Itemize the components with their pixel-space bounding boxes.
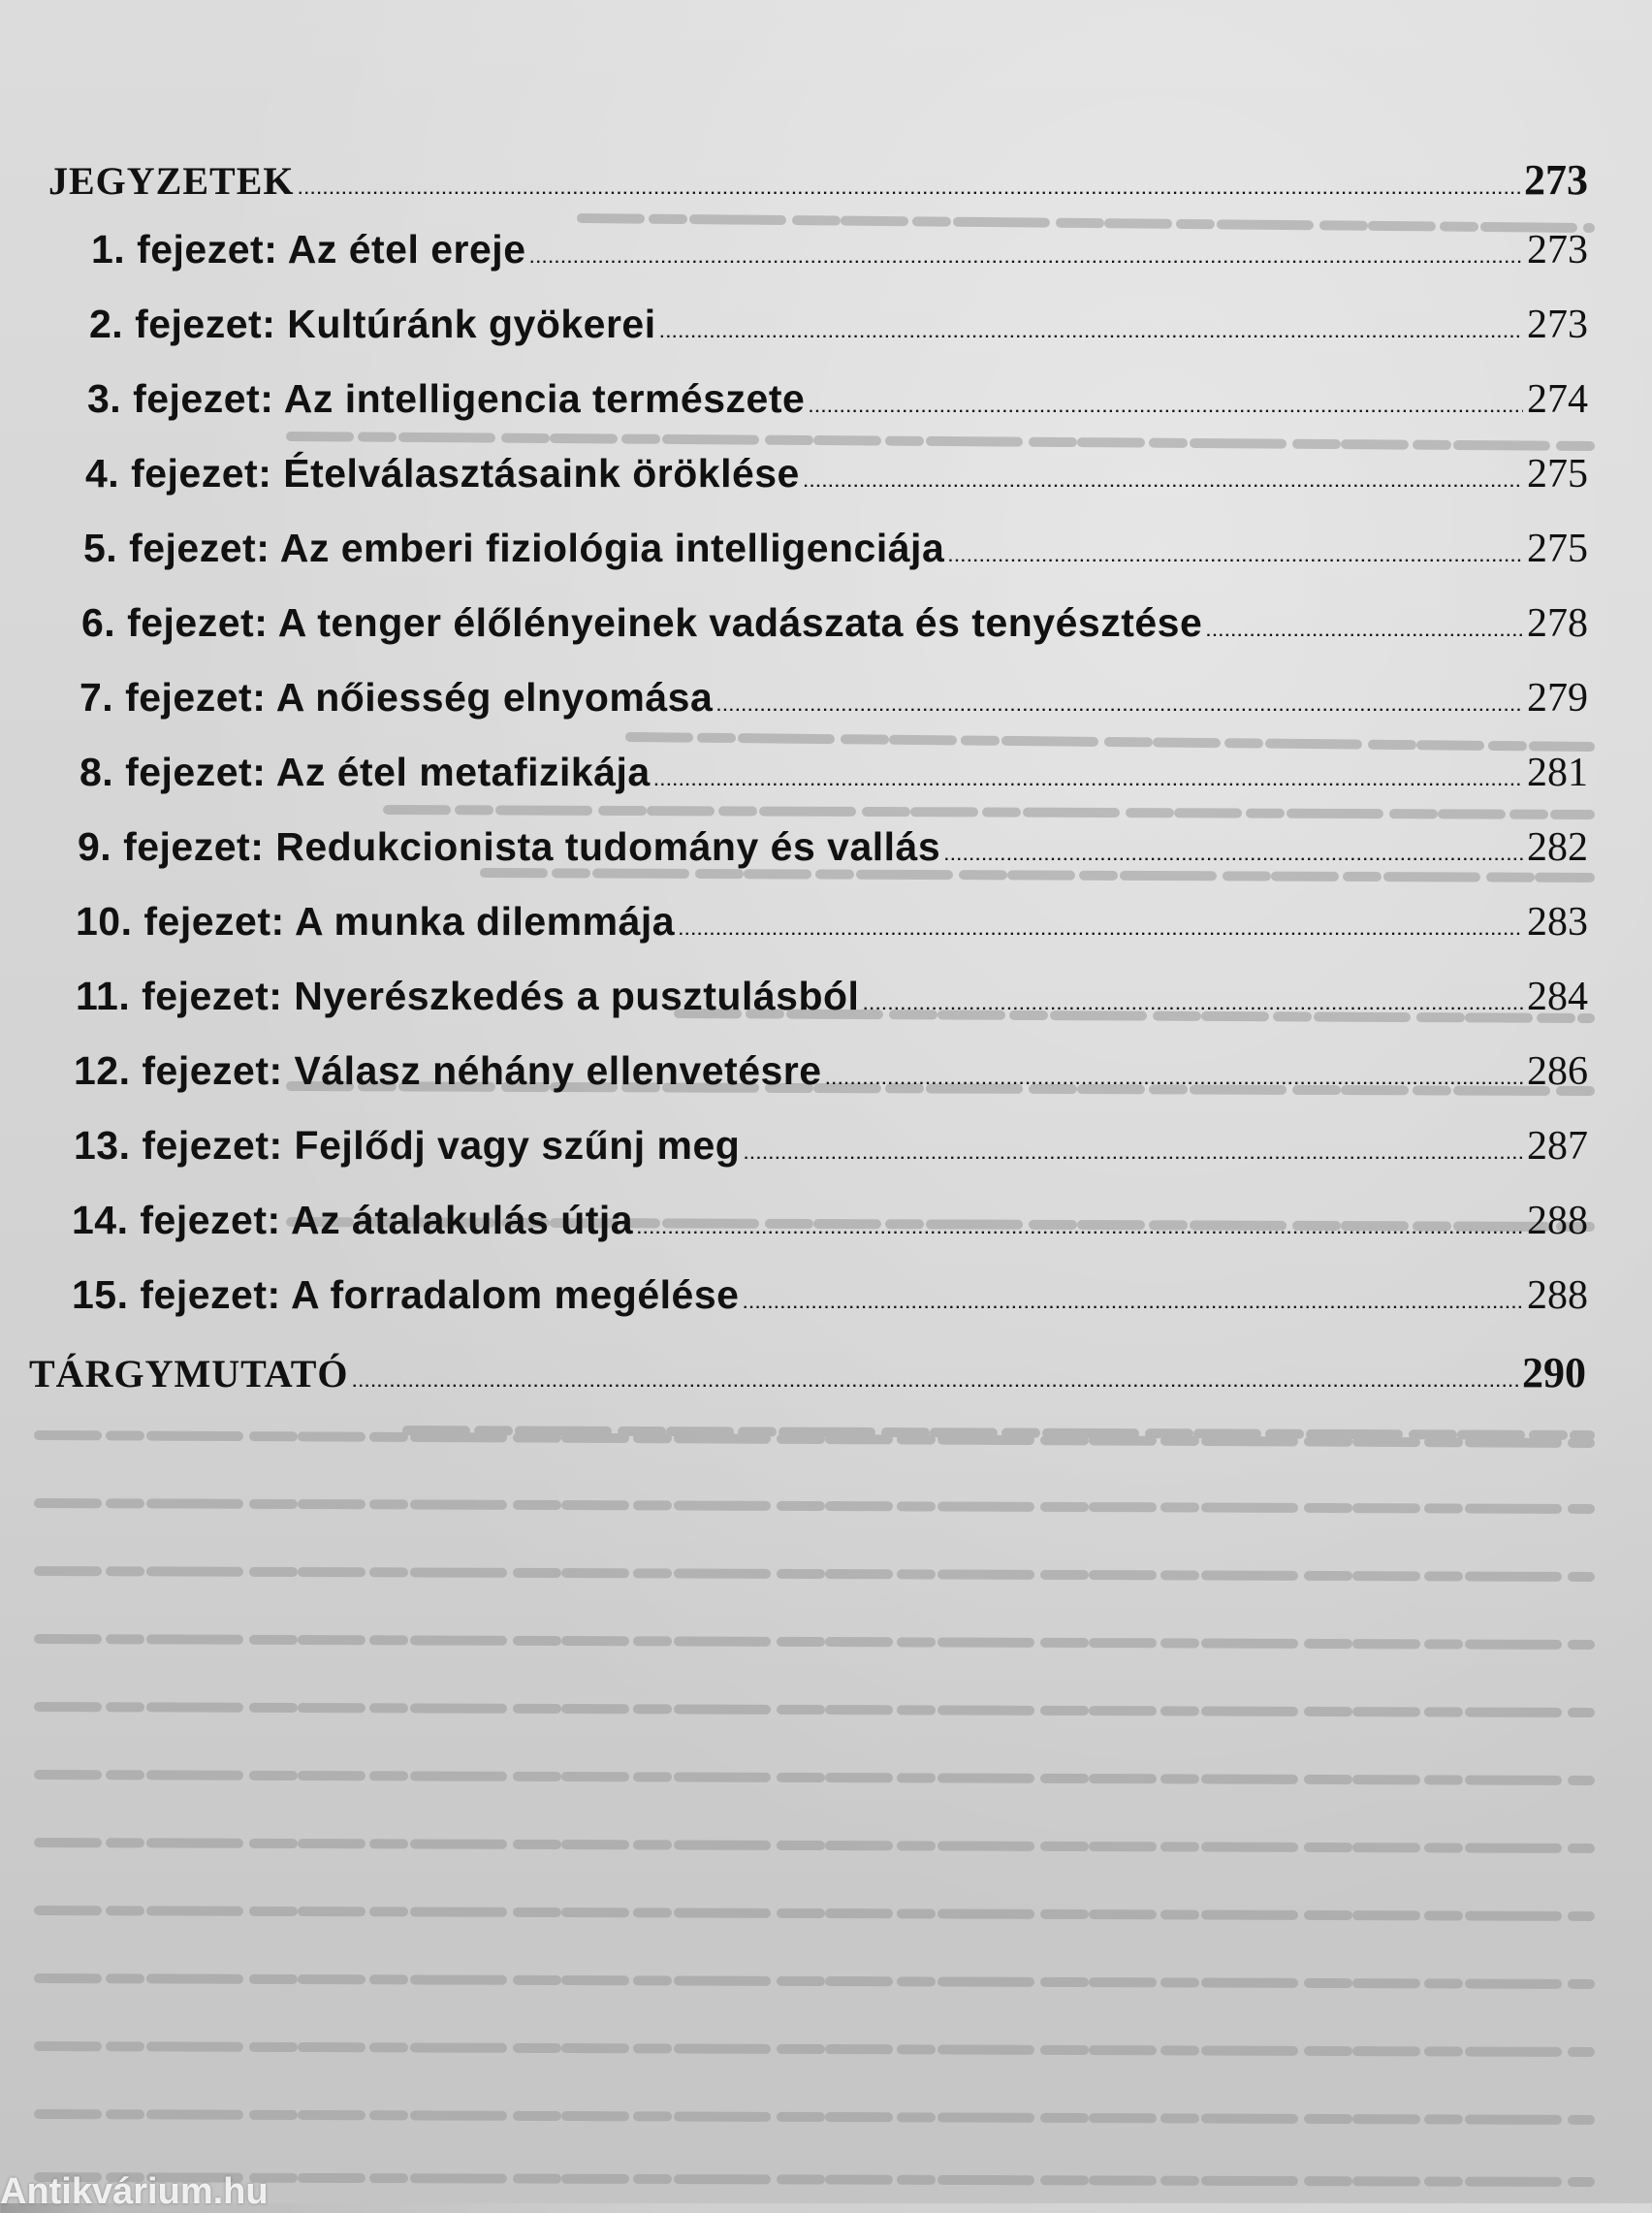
toc-entry-label: JEGYZETEK	[48, 159, 295, 203]
toc-entry-label: TÁRGYMUTATÓ	[29, 1352, 349, 1395]
toc-entry-label: 7. fejezet: A nőiesség elnyomása	[79, 675, 714, 720]
toc-entry-label: 13. fejezet: Fejlődj vagy szűnj meg	[74, 1123, 741, 1168]
dot-leader	[530, 250, 1523, 268]
toc-entry-page: 279	[1527, 676, 1588, 721]
dot-leader	[353, 1374, 1518, 1392]
toc-entry-page: 287	[1527, 1124, 1588, 1169]
dot-leader	[660, 325, 1523, 342]
toc-entry-page: 284	[1527, 975, 1588, 1019]
dot-leader	[826, 1072, 1523, 1089]
dot-leader	[809, 400, 1523, 417]
toc-entry-page: 278	[1527, 601, 1588, 646]
toc-entry-chapter-6	[81, 600, 1588, 647]
dot-leader	[716, 698, 1523, 716]
toc-entry-page: 275	[1527, 452, 1588, 497]
toc-entry-label: 1. fejezet: Az étel ereje	[91, 227, 526, 272]
toc-entry-label: 5. fejezet: Az emberi fiziológia intelligenciája	[83, 526, 945, 570]
dot-leader	[744, 1146, 1523, 1164]
toc-entry-chapter-9	[78, 824, 1588, 871]
toc-entry-chapter-14	[72, 1198, 1588, 1244]
toc-entry-chapter-7	[79, 675, 1588, 722]
dot-leader	[944, 848, 1523, 865]
toc-entry-label: 2. fejezet: Kultúránk gyökerei	[89, 302, 656, 346]
toc-entry-chapter-8	[79, 750, 1588, 796]
toc-entry-index	[29, 1348, 1586, 1397]
toc-entry-page: 274	[1527, 377, 1588, 422]
dot-leader	[863, 997, 1523, 1014]
toc-entry-label: 4. fejezet: Ételválasztásaink öröklése	[85, 451, 800, 496]
toc-entry-chapter-3	[87, 376, 1588, 423]
toc-entry-notes	[48, 155, 1588, 205]
toc-entry-page: 281	[1527, 751, 1588, 795]
toc-entry-chapter-15	[72, 1272, 1588, 1319]
toc-entry-label: 12. fejezet: Válasz néhány ellenvetésre	[74, 1048, 822, 1093]
toc-entry-chapter-4	[85, 451, 1588, 497]
dot-leader	[804, 474, 1523, 492]
toc-entry-page: 286	[1527, 1049, 1588, 1094]
toc-entry-page: 288	[1527, 1199, 1588, 1243]
dot-leader	[654, 773, 1523, 790]
toc-entry-chapter-2	[89, 302, 1588, 348]
toc-entry-page: 282	[1527, 825, 1588, 870]
toc-entry-page: 283	[1527, 900, 1588, 945]
toc-entry-chapter-5	[83, 526, 1588, 572]
toc-entry-page: 275	[1527, 527, 1588, 571]
toc-entry-label: 11. fejezet: Nyerészkedés a pusztulásból	[76, 974, 860, 1018]
toc-entry-chapter-11	[76, 974, 1588, 1020]
toc-entry-chapter-13	[74, 1123, 1588, 1170]
toc-entry-page: 273	[1524, 156, 1588, 204]
toc-entry-page: 273	[1527, 303, 1588, 347]
toc-entry-label: 14. fejezet: Az átalakulás útja	[72, 1198, 634, 1242]
toc-entry-chapter-10	[76, 899, 1588, 946]
toc-entry-label: 15. fejezet: A forradalom megélése	[72, 1272, 740, 1317]
toc-entry-label: 9. fejezet: Redukcionista tudomány és vallás	[78, 824, 941, 869]
toc-entry-label: 8. fejezet: Az étel metafizikája	[79, 750, 651, 794]
toc-entry-label: 6. fejezet: A tenger élőlényeinek vadászata és tenyésztése	[81, 600, 1203, 645]
dot-leader	[1206, 624, 1523, 641]
toc-entry-label: 10. fejezet: A munka dilemmája	[76, 899, 676, 944]
dot-leader	[299, 181, 1520, 199]
dot-leader	[743, 1296, 1523, 1313]
toc-entry-chapter-12	[74, 1048, 1588, 1095]
toc-entry-page: 273	[1527, 228, 1588, 273]
toc-entry-chapter-1	[91, 227, 1588, 273]
toc-entry-label: 3. fejezet: Az intelligencia természete	[87, 376, 806, 421]
dot-leader	[679, 922, 1523, 940]
toc-entry-page: 290	[1522, 1349, 1586, 1396]
toc-entry-page: 288	[1527, 1273, 1588, 1318]
watermark: Antikvárium.hu	[0, 2171, 269, 2212]
dot-leader	[948, 549, 1523, 566]
dot-leader	[637, 1221, 1523, 1238]
